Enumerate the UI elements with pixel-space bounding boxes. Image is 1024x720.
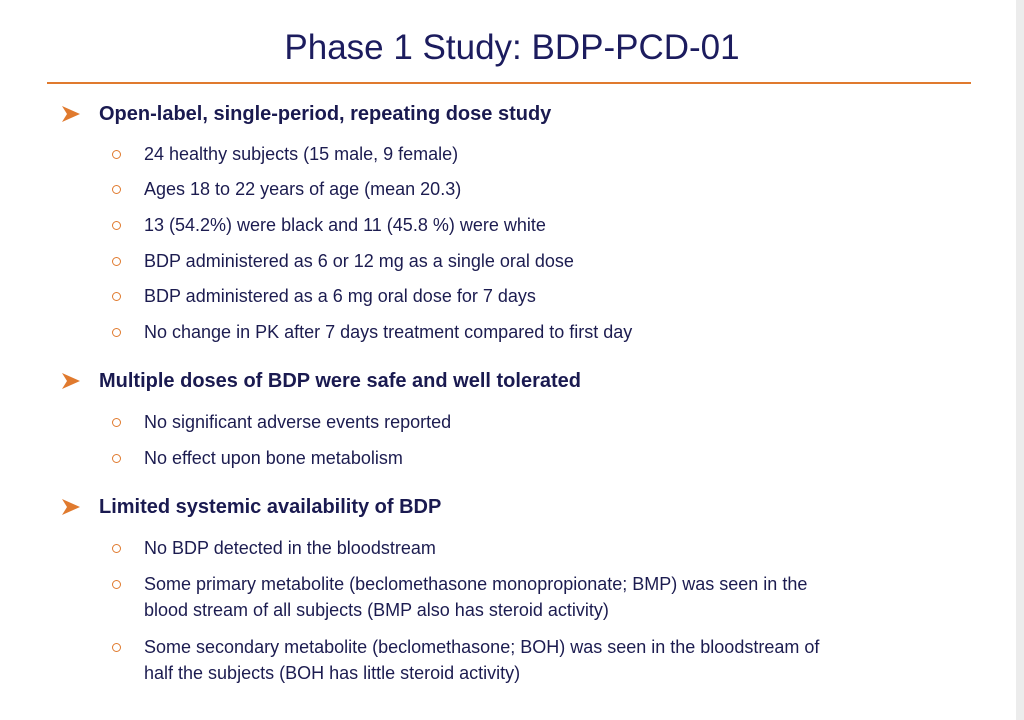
circle-bullet-icon bbox=[112, 418, 121, 427]
slide-edge bbox=[1016, 0, 1024, 720]
list-item: No significant adverse events reported bbox=[144, 412, 452, 432]
section-heading: Open-label, single-period, repeating dose study bbox=[99, 103, 552, 125]
section-heading: Multiple doses of BDP were safe and well tolerated bbox=[99, 370, 581, 392]
list-item: No effect upon bone metabolism bbox=[144, 448, 403, 468]
circle-bullet-icon bbox=[112, 150, 121, 159]
list-item: 13 (54.2%) were black and 11 (45.8 %) were white bbox=[144, 215, 546, 235]
list-item: Ages 18 to 22 years of age (mean 20.3) bbox=[144, 179, 462, 199]
list-item: No change in PK after 7 days treatment compared to first day bbox=[144, 322, 633, 342]
list-item: No BDP detected in the bloodstream bbox=[144, 538, 436, 558]
arrowhead-bullet-icon bbox=[61, 104, 81, 124]
arrowhead-bullet-icon bbox=[61, 371, 81, 391]
circle-bullet-icon bbox=[112, 221, 121, 230]
circle-bullet-icon bbox=[112, 292, 121, 301]
circle-bullet-icon bbox=[112, 257, 121, 266]
circle-bullet-icon bbox=[112, 185, 121, 194]
section-heading: Limited systemic availability of BDP bbox=[99, 496, 442, 518]
arrowhead-bullet-icon bbox=[61, 497, 81, 517]
circle-bullet-icon bbox=[112, 454, 121, 463]
circle-bullet-icon bbox=[112, 643, 121, 652]
list-item: Some primary metabolite (beclomethasone monopropionate; BMP) was seen in the bbox=[144, 574, 808, 594]
list-item: Some secondary metabolite (beclomethasone; BOH) was seen in the bloodstream of bbox=[144, 637, 820, 657]
slide-title: Phase 1 Study: BDP-PCD-01 bbox=[284, 28, 740, 67]
circle-bullet-icon bbox=[112, 580, 121, 589]
circle-bullet-icon bbox=[112, 328, 121, 337]
list-item: 24 healthy subjects (15 male, 9 female) bbox=[144, 144, 459, 164]
list-item: BDP administered as a 6 mg oral dose for 7 days bbox=[144, 286, 536, 306]
list-item-continuation: half the subjects (BOH has little steroid activity) bbox=[144, 663, 521, 683]
list-item-continuation: blood stream of all subjects (BMP also has steroid activity) bbox=[144, 600, 609, 620]
list-item: BDP administered as 6 or 12 mg as a single oral dose bbox=[144, 251, 574, 271]
circle-bullet-icon bbox=[112, 544, 121, 553]
